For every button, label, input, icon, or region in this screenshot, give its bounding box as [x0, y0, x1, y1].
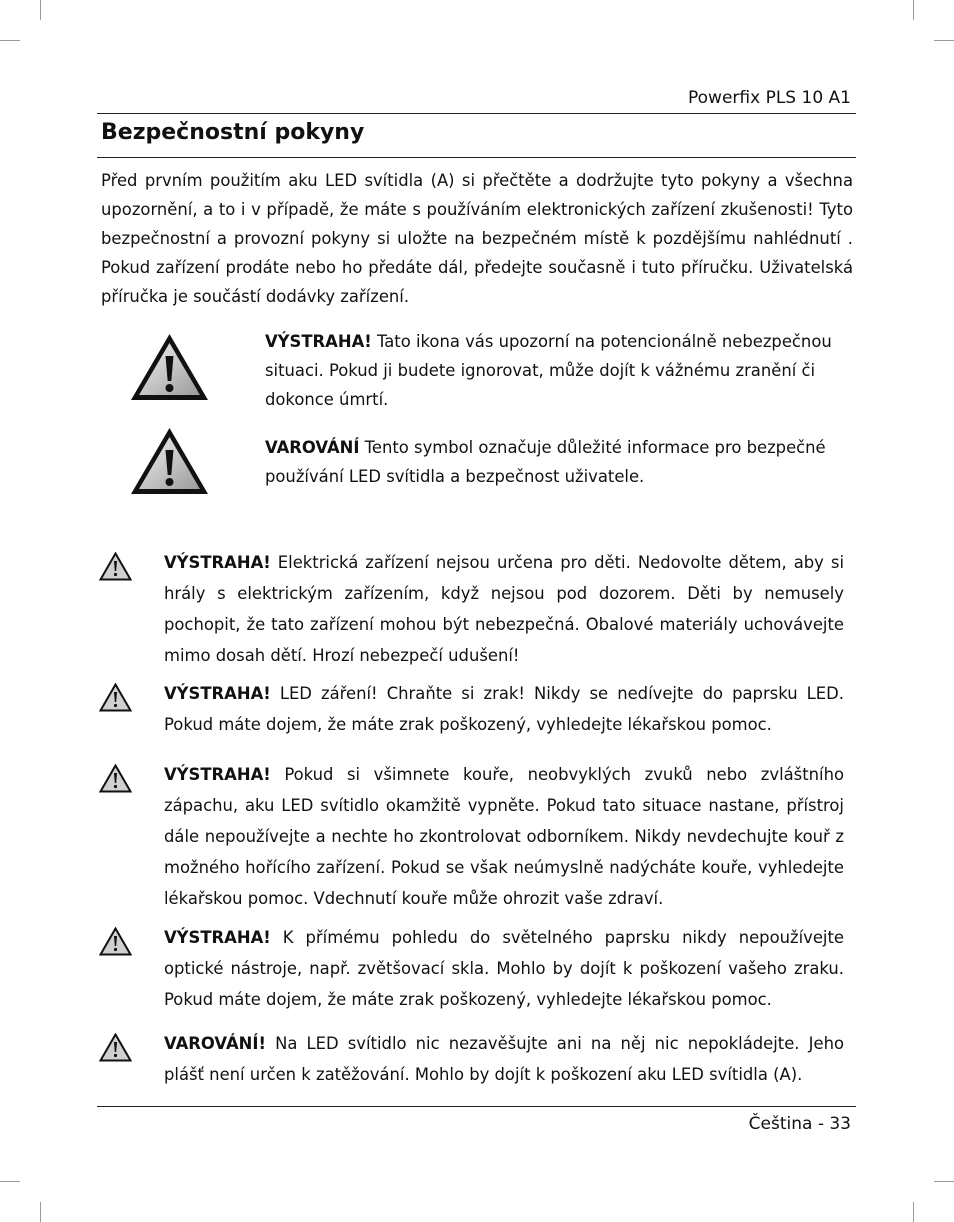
warning-item: [99, 922, 844, 1015]
warning-triangle-icon: [99, 1033, 132, 1062]
warning-item: [99, 547, 844, 671]
footer-rule: [97, 1106, 856, 1107]
warning-item: [99, 678, 844, 740]
crop-mark: [0, 40, 20, 41]
warning-triangle-icon: [99, 764, 132, 793]
page-number: Čeština - 33: [748, 1114, 851, 1134]
warning-item: [99, 1028, 844, 1090]
warning-text: Na LED svítidlo nic nezavěšujte ani na něj nic nepokládejte. Jeho plášť není určen k zatěžování. Mohlo by dojít k poškození aku LED svítidla (A).: [164, 1034, 844, 1084]
crop-mark: [0, 1181, 20, 1182]
header-product-name: Powerfix PLS 10 A1: [688, 88, 851, 108]
crop-mark: [913, 1202, 914, 1222]
crop-mark: [40, 1202, 41, 1222]
warning-triangle-icon: [129, 426, 210, 496]
warning-triangle-icon: [99, 683, 132, 712]
title-rule: [97, 157, 856, 158]
crop-mark: [934, 1181, 954, 1182]
warning-text: K přímému pohledu do světelného paprsku nikdy nepoužívejte optické nástroje, např. zvětšovací skla. Mohlo by dojít k poškození vašeho zraku. Pokud máte dojem, že máte zrak poškozený, vyhledejte lékařskou pomoc.: [164, 928, 844, 1009]
crop-mark: [913, 0, 914, 20]
legend-text: Tato ikona vás upozorní na potencionálně nebezpečnou situaci. Pokud ji budete ignorovat, může dojít k vážnému zranění či dokonce úmrtí.: [265, 332, 832, 409]
warning-triangle-icon: [99, 552, 132, 581]
warning-triangle-icon: [99, 927, 132, 956]
legend-lead: VAROVÁNÍ: [265, 438, 360, 457]
legend-item: [265, 327, 855, 414]
page-title: Bezpečnostní pokyny: [101, 120, 365, 145]
warning-item: [99, 759, 844, 914]
intro-paragraph: Před prvním použitím aku LED svítidla (A) si přečtěte a dodržujte tyto pokyny a všechna upozornění, a to i v případě, že máte s používáním elektronických zařízení zkušenosti! Tyto bezpečnostní a provozní pokyny si uložte na bezpečném místě k pozdějšímu nahlédnutí . Pokud zařízení prodáte nebo ho předáte dál, předejte současně i tuto příručku. Uživatelská příručka je součástí dodávky zařízení.: [101, 171, 853, 306]
crop-mark: [934, 40, 954, 41]
warning-lead: VÝSTRAHA!: [164, 928, 271, 947]
warning-text: Elektrická zařízení nejsou určena pro děti. Nedovolte dětem, aby si hrály s elektrickým zařízením, když nejsou pod dozorem. Děti by nemusely pochopit, že tato zařízení mohou být nebezpečná. Obalové materiály uchovávejte mimo dosah dětí. Hrozí nebezpečí udušení!: [164, 553, 844, 665]
warning-lead: VAROVÁNÍ!: [164, 1034, 266, 1053]
header-rule: [97, 113, 856, 114]
warning-text: LED záření! Chraňte si zrak! Nikdy se nedívejte do paprsku LED. Pokud máte dojem, že máte zrak poškozený, vyhledejte lékařskou pomoc.: [164, 684, 844, 734]
legend-lead: VÝSTRAHA!: [265, 332, 372, 351]
legend-item: [265, 433, 855, 491]
warning-text: Pokud si všimnete kouře, neobvyklých zvuků nebo zvláštního zápachu, aku LED svítidlo okamžitě vypněte. Pokud tato situace nastane, přístroj dále nepoužívejte a nechte ho zkontrolovat odborníkem. Nikdy nevdechujte kouř z možného hořícího zařízení. Pokud se však neúmyslně nadýcháte kouře, vyhledejte lékařskou pomoc. Vdechnutí kouře může ohrozit vaše zdraví.: [164, 765, 844, 908]
warning-lead: VÝSTRAHA!: [164, 684, 271, 703]
warning-lead: VÝSTRAHA!: [164, 765, 271, 784]
crop-mark: [40, 0, 41, 20]
warning-lead: VÝSTRAHA!: [164, 553, 271, 572]
warning-triangle-icon: [129, 332, 210, 402]
legend-text: Tento symbol označuje důležité informace pro bezpečné používání LED svítidla a bezpečnost uživatele.: [265, 438, 826, 486]
